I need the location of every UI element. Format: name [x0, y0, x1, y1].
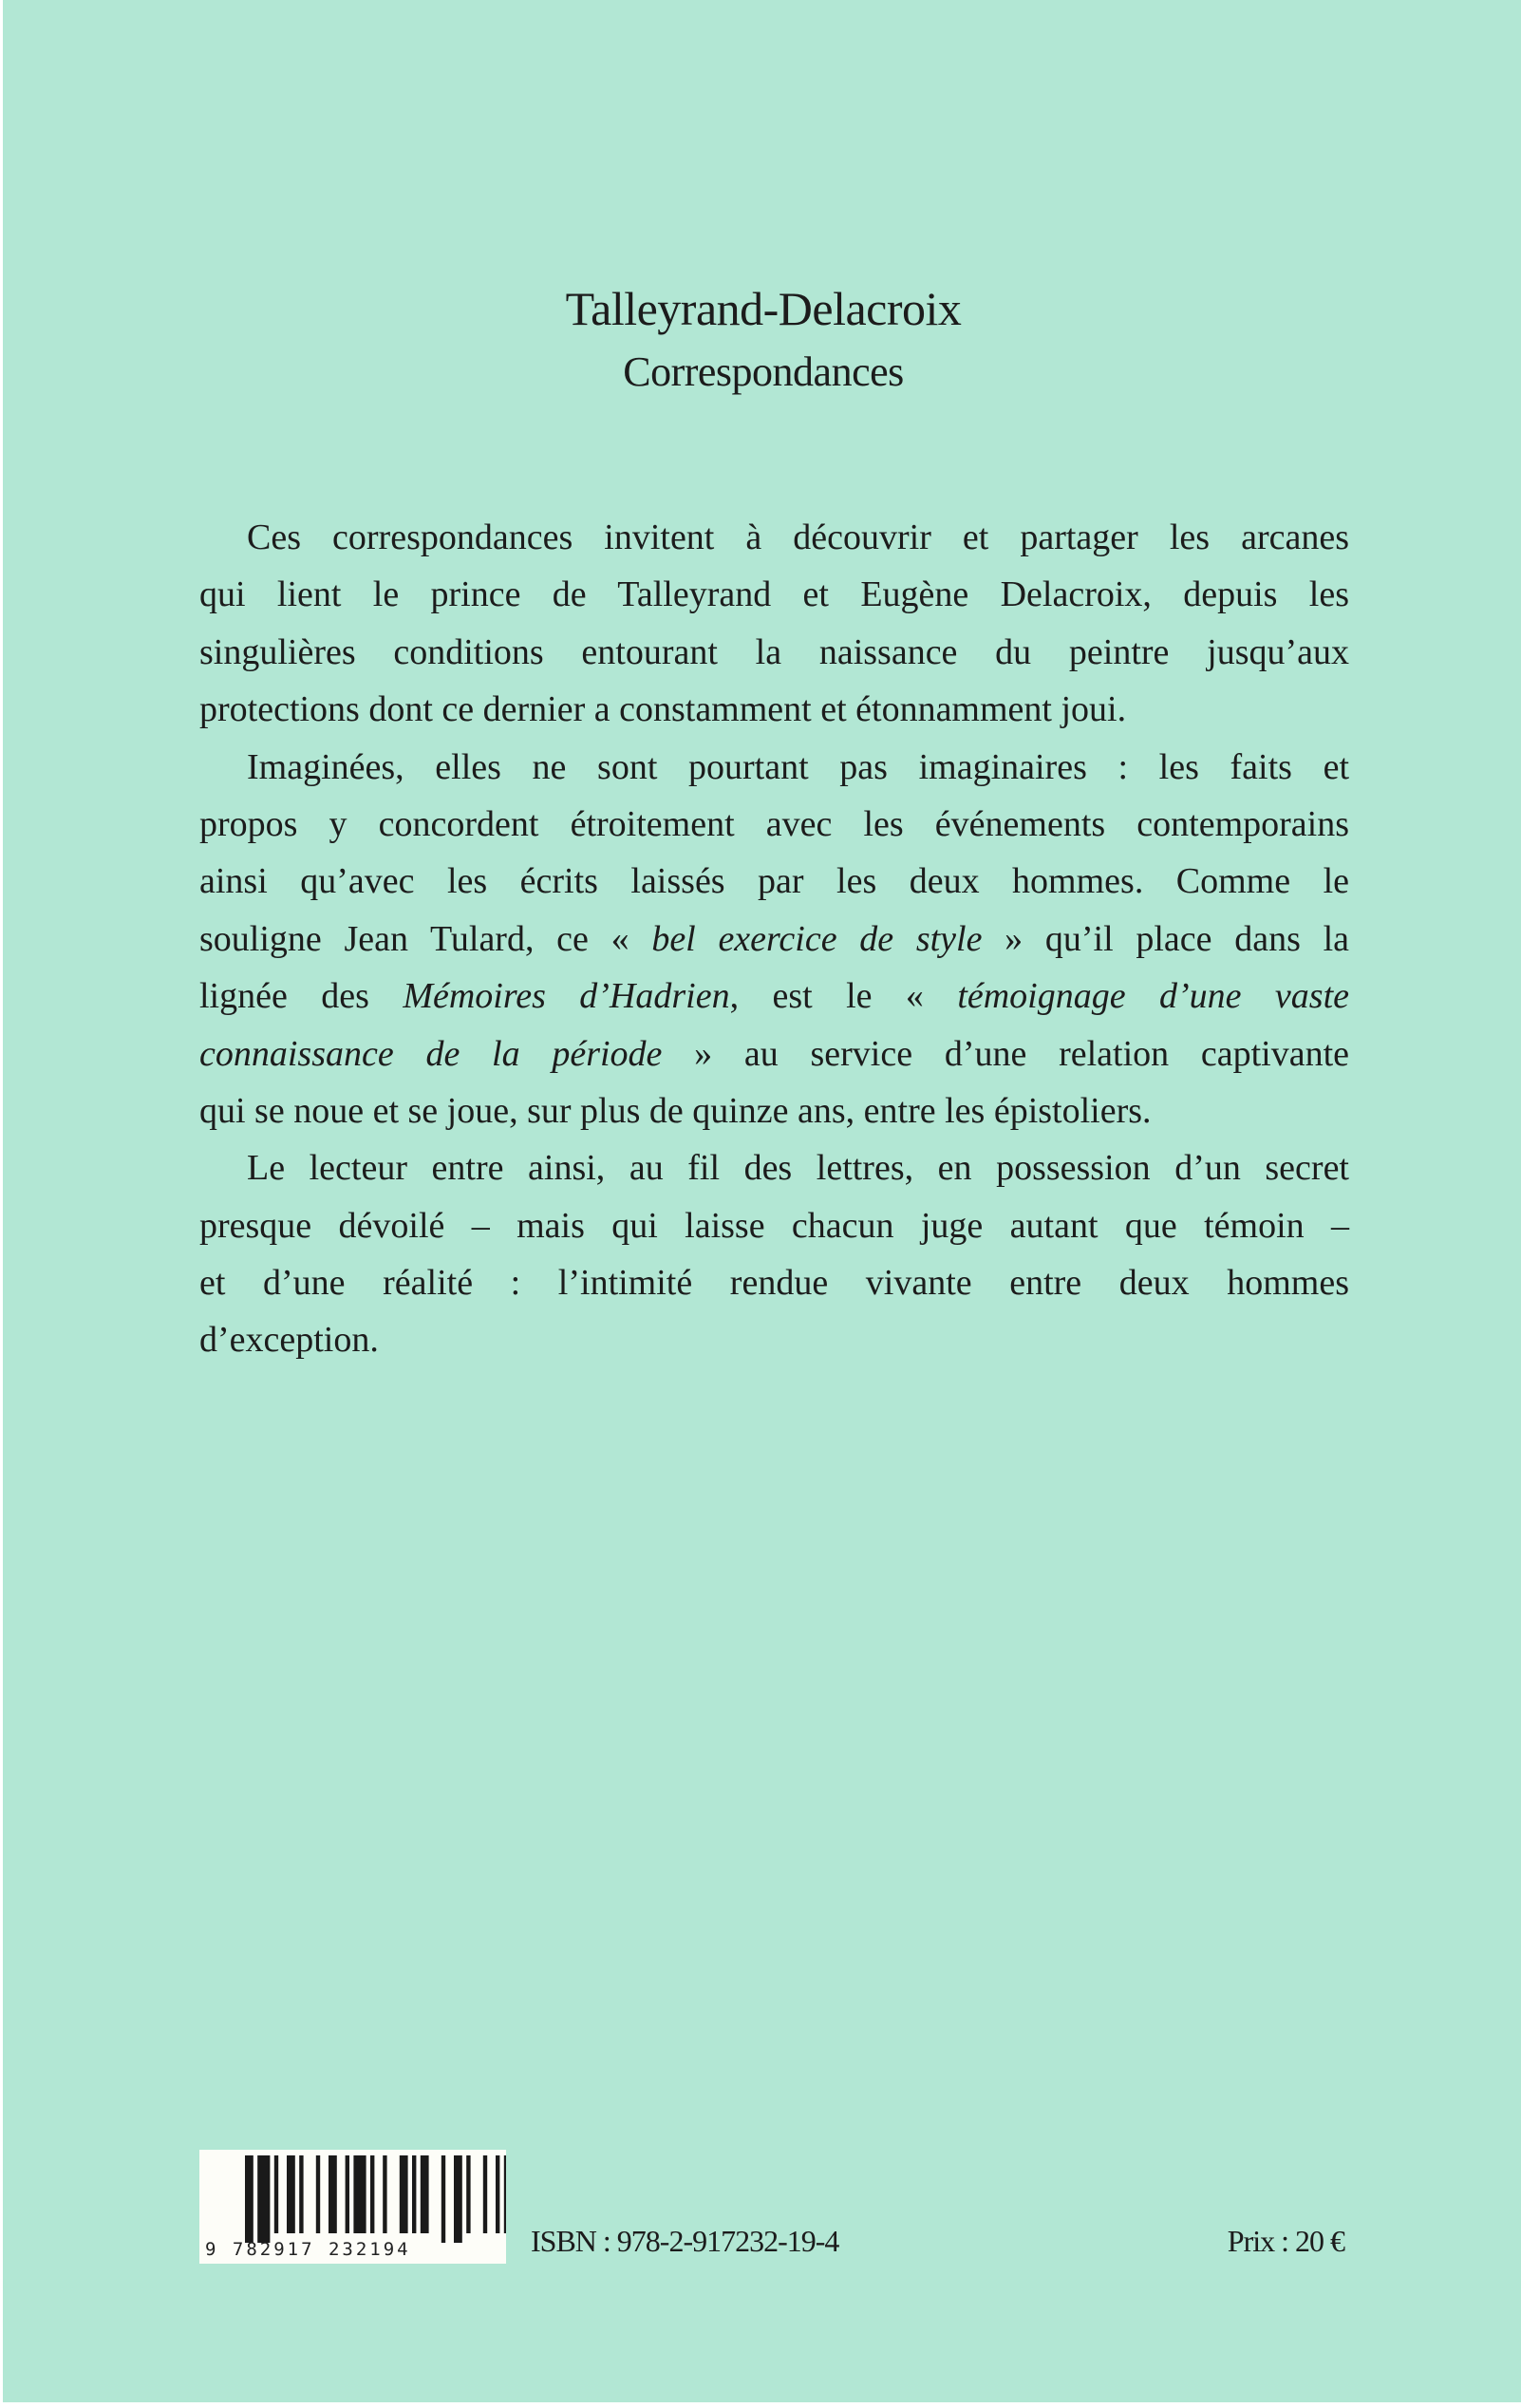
text: lignée des — [199, 976, 404, 1017]
book-title: Talleyrand-Delacroix — [565, 282, 962, 335]
blurb-line — [199, 796, 1349, 853]
text: Ces correspondances invitent à découvrir et partager les arcanes — [247, 517, 1349, 557]
blurb — [199, 509, 1349, 1369]
text: presque dévoilé – mais qui laisse chacun juge autant que témoin – — [199, 1205, 1349, 1246]
italic-text: connaissance de la période — [199, 1033, 663, 1074]
barcode-bar — [383, 2155, 386, 2233]
barcode-bar — [245, 2155, 254, 2243]
blurb-line — [199, 566, 1349, 623]
barcode-digits: 9 782917 232194 — [205, 2239, 411, 2260]
barcode-bar — [370, 2155, 374, 2233]
barcode-bar — [412, 2155, 416, 2233]
isbn: ISBN : 978-2-917232-19-4 — [531, 2224, 839, 2258]
blurb-line — [199, 1197, 1349, 1254]
text: , est le « — [729, 976, 958, 1017]
blurb-line — [199, 1025, 1349, 1082]
text: Imaginées, elles ne sont pourtant pas imaginaires : les faits et — [247, 746, 1349, 787]
barcode-bar — [329, 2155, 337, 2233]
text: protections dont ce dernier a constamment et étonnamment joui. — [199, 689, 1127, 730]
barcode-bar — [466, 2155, 470, 2233]
text: Le lecteur entre ainsi, au fil des lettres, en possession d’un secret — [247, 1148, 1349, 1189]
barcode-bar — [274, 2155, 278, 2233]
barcode-bar — [316, 2155, 320, 2233]
text: et d’une réalité : l’intimité rendue vivante entre deux hommes — [199, 1263, 1349, 1304]
barcode-bar — [346, 2155, 349, 2233]
blurb-line — [199, 911, 1349, 968]
book-subtitle: Correspondances — [623, 348, 904, 395]
text: qui lient le prince de Talleyrand et Eugène Delacroix, depuis les — [199, 574, 1349, 615]
barcode — [199, 2150, 506, 2264]
italic-text: Mémoires d’Hadrien — [403, 976, 730, 1017]
blurb-line — [199, 509, 1349, 566]
back-cover — [3, 0, 1521, 2402]
barcode-bar — [299, 2155, 303, 2233]
barcode-bar — [441, 2155, 445, 2243]
barcode-bar — [257, 2155, 270, 2243]
blurb-line — [199, 968, 1349, 1025]
text: » au service d’une relation captivante — [662, 1033, 1350, 1074]
barcode-bar — [454, 2155, 462, 2243]
text: d’exception. — [199, 1320, 379, 1361]
barcode-bar — [287, 2155, 295, 2233]
text: » qu’il place dans la — [982, 918, 1349, 959]
blurb-line — [199, 681, 1349, 738]
text: qui se noue et se joue, sur plus de quinze ans, entre les épistoliers. — [199, 1090, 1152, 1131]
barcode-bar — [421, 2155, 429, 2233]
text: souligne Jean Tulard, ce « — [199, 918, 652, 959]
blurb-line — [199, 1082, 1349, 1139]
text: propos y concordent étroitement avec les événements contemporains — [199, 803, 1349, 844]
italic-text: témoignage d’une vaste — [957, 976, 1349, 1017]
italic-text: bel exercice de style — [651, 918, 983, 959]
barcode-bar — [400, 2155, 408, 2233]
blurb-line — [199, 1139, 1349, 1196]
barcode-bar — [504, 2155, 506, 2233]
blurb-line — [199, 1311, 1349, 1368]
barcode-bar — [353, 2155, 366, 2233]
barcode-bar — [483, 2155, 487, 2233]
blurb-line — [199, 1254, 1349, 1311]
blurb-line — [199, 624, 1349, 681]
text: ainsi qu’avec les écrits laissés par les deux hommes. Comme le — [199, 861, 1349, 902]
blurb-line — [199, 853, 1349, 910]
text: singulières conditions entourant la naissance du peintre jusqu’aux — [199, 631, 1349, 672]
blurb-line — [199, 739, 1349, 796]
barcode-bar — [496, 2155, 499, 2233]
price: Prix : 20 € — [1227, 2224, 1344, 2258]
